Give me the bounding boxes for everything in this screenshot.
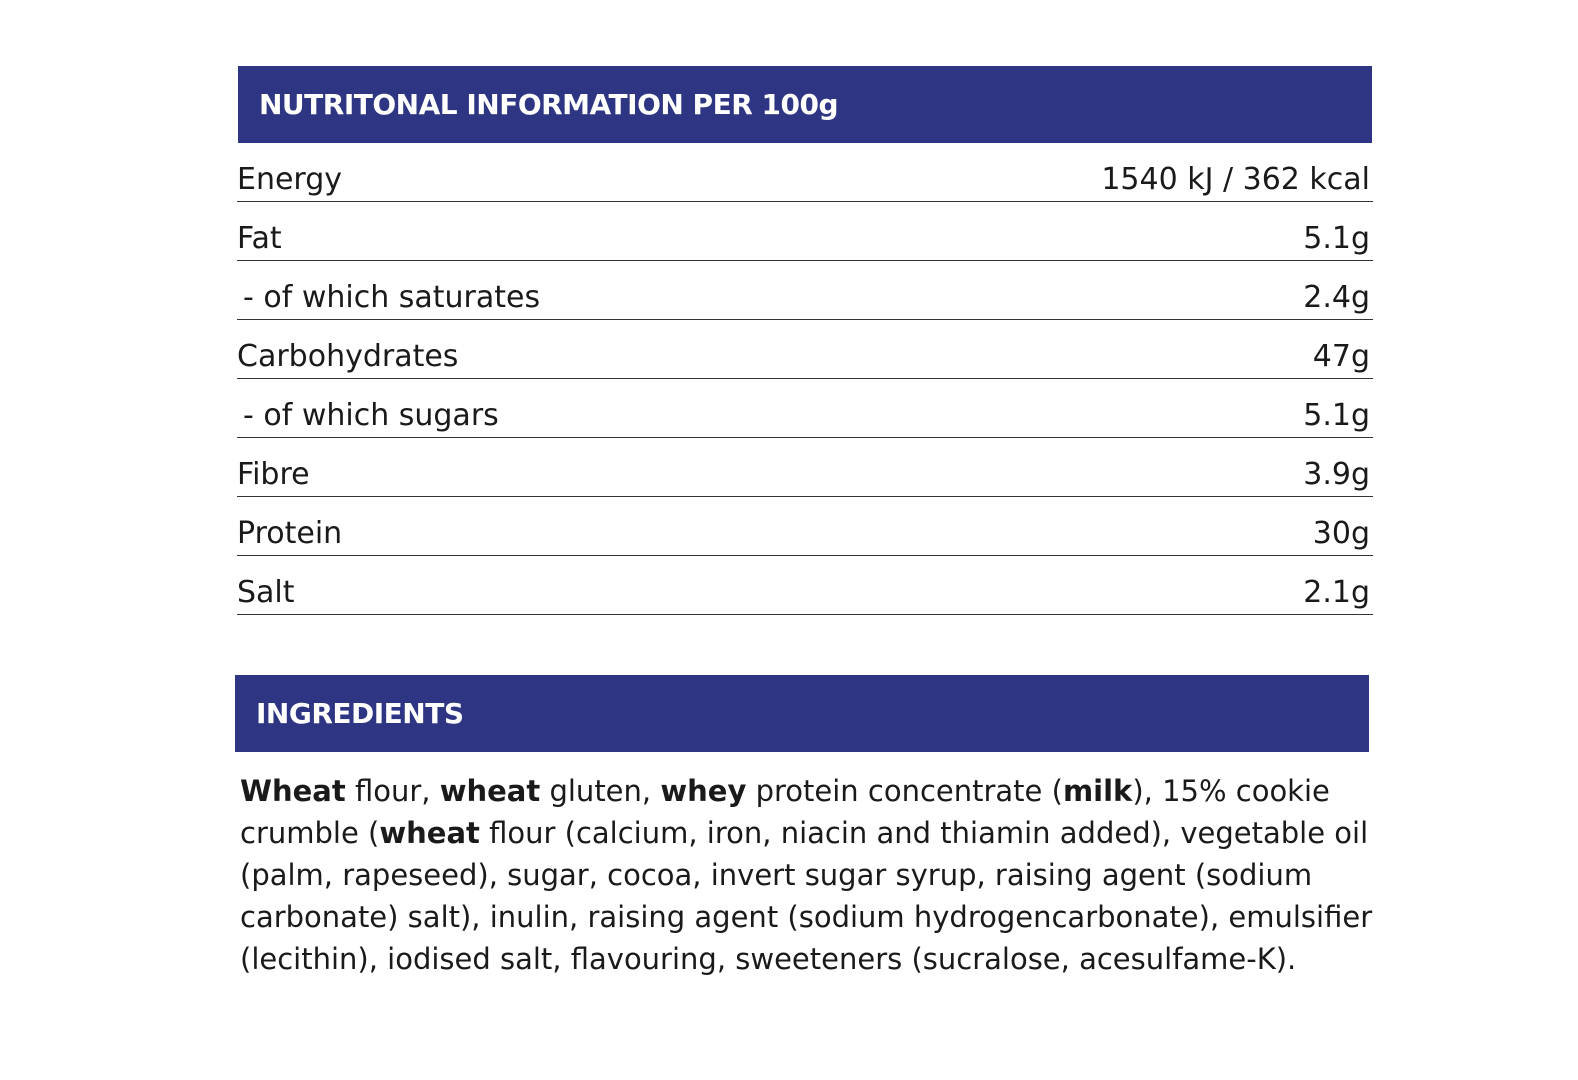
nutrient-value: 47g [1312,338,1370,374]
nutrition-header [238,66,1372,143]
nutrition-row [237,556,1373,615]
nutrient-value: 3.9g [1303,456,1370,492]
nutrition-row [237,261,1373,320]
nutrient-label: Salt [237,574,295,610]
nutrient-label: Carbohydrates [237,338,459,374]
nutrient-value: 5.1g [1303,220,1370,256]
allergen-text: wheat [379,816,480,850]
nutrient-label: Protein [237,515,343,551]
nutrient-label: Fat [237,220,282,256]
nutrient-value: 2.1g [1303,574,1370,610]
nutrient-label: Fibre [237,456,310,492]
ingredient-text: protein concentrate ( [746,774,1063,808]
ingredient-text: ), 15% cookie crumble ( [240,774,1330,850]
nutrient-value: 1540 kJ / 362 kcal [1101,161,1370,197]
nutrient-value: 5.1g [1303,397,1370,433]
ingredients-header [235,675,1369,752]
allergen-text: milk [1062,774,1133,808]
nutrition-row [237,438,1373,497]
nutrient-label: - of which saturates [243,279,541,315]
nutrition-table [237,143,1373,615]
nutrition-row [237,379,1373,438]
allergen-text: whey [660,774,747,808]
nutrient-value: 30g [1312,515,1370,551]
allergen-text: Wheat [240,774,346,808]
nutrition-row [237,320,1373,379]
ingredient-text: flour, [345,774,440,808]
nutrition-row [237,202,1373,261]
allergen-text: wheat [439,774,541,808]
nutrition-row [237,497,1373,556]
nutrition-row [237,143,1373,202]
ingredient-text: flour (calcium, iron, niacin and thiamin added), vegetable oil (palm, rapeseed), sugar, cocoa, invert sugar syrup, raising agent (sodium carbonate) salt), inulin, raising agent (sodium hydrogencarbonate), emulsifier (lecithin), iodised salt, flavouring, sweeteners (sucralose, acesulfame-K). [240,816,1373,976]
nutrient-label: - of which sugars [243,397,499,433]
nutrient-label: Energy [237,161,343,197]
ingredients-text [240,770,1375,980]
nutrient-value: 2.4g [1303,279,1370,315]
ingredient-text: gluten, [540,774,661,808]
ingredients-title: INGREDIENTS [256,697,464,730]
nutrition-title: NUTRITONAL INFORMATION PER 100g [259,88,838,121]
